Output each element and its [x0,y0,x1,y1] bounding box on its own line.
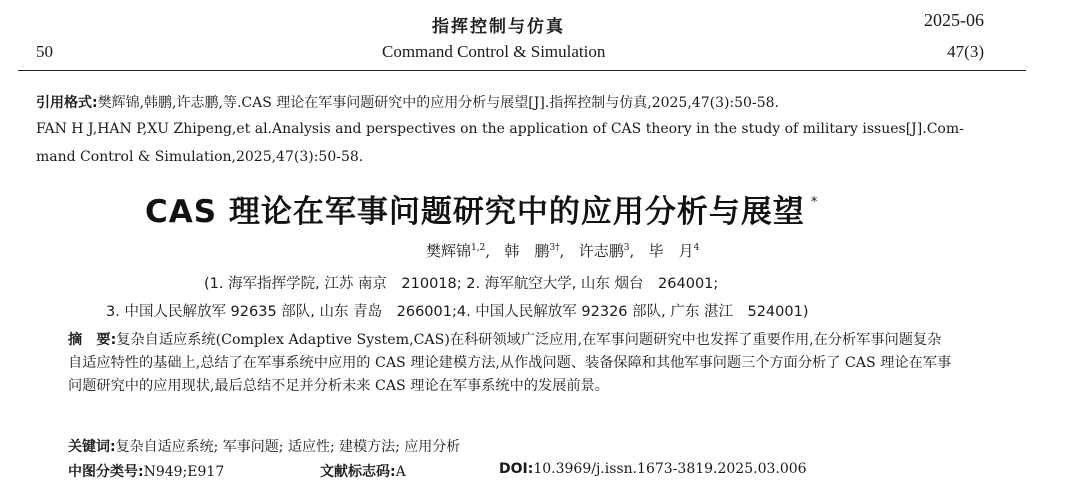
citation-line-en-2: mand Control & Simulation,2025,47(3):50-58. [36,149,364,165]
affiliation-line-2: 3. 中国人民解放军 92635 部队, 山东 青岛 266001;4. 中国人民解放军 92326 部队, 广东 湛江 524001) [106,304,809,320]
doi-label: DOI: [499,461,534,477]
paper-title [145,186,818,231]
author: 樊辉锦 [426,242,472,260]
citation-line-cn [36,92,779,112]
keywords [68,436,460,456]
year-issue: 2025-06 [924,10,984,30]
document-code-label: 文献标志码: [320,464,396,480]
header-rule [18,70,1026,71]
author-affiliation-sup: 4 [693,243,700,253]
doi-value: 10.3969/j.issn.1673-3819.2025.03.006 [533,461,807,477]
doi [499,461,807,477]
page-number: 50 [36,42,53,61]
title-footnote-mark: * [810,195,819,210]
citation-line-en-1: FAN H J,HAN P,XU Zhipeng,et al.Analysis and perspectives on the application of CAS theory in the study of military issues[J].Com- [36,121,964,137]
journal-name-en: Command Control & Simulation [382,42,606,61]
affiliation-line-1: (1. 海军指挥学院, 江苏 南京 210018; 2. 海军航空大学, 山东 烟台 264001; [204,276,719,292]
author-affiliation-sup: 3 [623,243,630,253]
document-code [320,461,406,481]
volume-number: 47(3) [947,42,984,61]
abstract-label: 摘 要: [68,332,117,348]
clc-value: N949;E917 [143,464,225,480]
author: 许志鹏 [578,242,624,260]
document-code-value: A [395,464,406,480]
author: 毕 月 [648,242,694,260]
keywords-text: 复杂自适应系统; 军事问题; 适应性; 建模方法; 应用分析 [115,439,461,455]
abstract-text: 复杂自适应系统(Complex Adaptive System,CAS)在科研领域广泛应用,在军事问题研究中也发挥了重要作用,在分析军事问题复杂自适应特性的基础上,总结了在军事系统中应用的 CAS 理论建模方法,从作战问题、装备保障和其他军事问题三个方面分析了 CAS 理论在军事问题研究中的应用现状,最后总结不足并分析未来 CAS 理论在军事系统中的发展前景。 [68,332,952,394]
citation-label: 引用格式: [36,95,98,111]
clc-label: 中图分类号: [68,464,144,480]
author-affiliation-sup: 3† [549,243,560,253]
paper-title-text: CAS 理论在军事问题研究中的应用分析与展望 [145,194,805,230]
journal-name-cn: 指挥控制与仿真 [432,17,565,37]
clc-code [68,461,224,481]
author: 韩 鹏 [504,242,550,260]
author-list: 樊辉锦$^{1,2}$, 韩 鹏$^{3\dagger}$, 许志鹏$^3$, 毕 月$^4$ [426,242,700,260]
keywords-label: 关键词: [68,439,116,455]
author-affiliation-sup: 1,2 [471,243,486,253]
citation-text-cn: 樊辉锦,韩鹏,许志鹏,等.CAS 理论在军事问题研究中的应用分析与展望[J].指挥控制与仿真,2025,47(3):50-58. [97,95,779,111]
abstract [68,329,952,398]
